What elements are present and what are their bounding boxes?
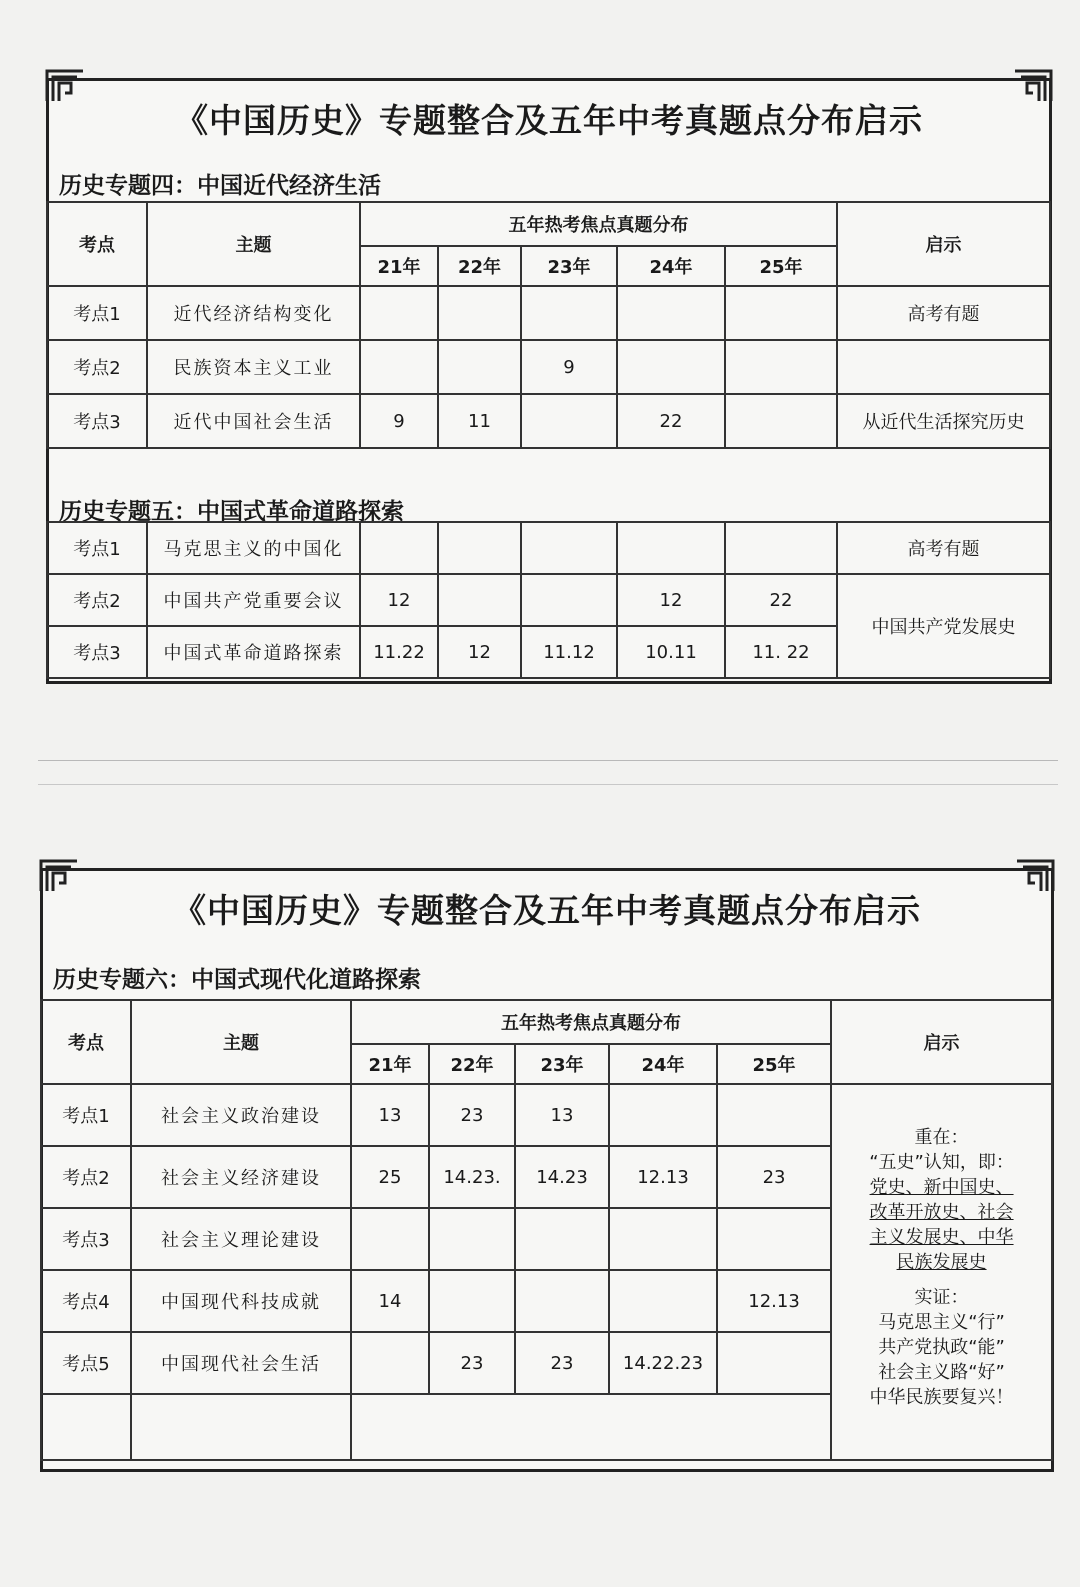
row-theme: 中国现代社会生活	[131, 1332, 351, 1394]
hint-line: 中华民族要复兴！	[869, 1386, 1014, 1408]
row-code: 考点3	[47, 626, 147, 678]
header-code: 考点	[41, 1000, 131, 1084]
row-theme: 社会主义理论建设	[131, 1208, 351, 1270]
cell-value	[521, 286, 617, 340]
table-row	[47, 286, 1050, 340]
cell-value	[429, 1270, 515, 1332]
page-divider	[38, 760, 1058, 761]
cell-value	[617, 286, 725, 340]
merged-hint: 中国共产党发展史	[837, 574, 1050, 678]
cell-value	[617, 340, 725, 394]
row-code: 考点1	[47, 286, 147, 340]
row-theme: 中国式革命道路探索	[147, 626, 360, 678]
row-code: 考点2	[41, 1146, 131, 1208]
header-theme: 主题	[147, 202, 360, 286]
cell-value: 23	[717, 1146, 831, 1208]
row-code: 考点1	[47, 522, 147, 574]
header-hint: 启示	[831, 1000, 1052, 1084]
cell-value: 12	[438, 626, 521, 678]
cell-value: 12	[617, 574, 725, 626]
table-row	[47, 522, 1050, 574]
cell-value: 11.22	[360, 626, 438, 678]
cell-value	[351, 1208, 429, 1270]
topic4-table	[46, 201, 1051, 449]
header-distribution: 五年热考焦点真题分布	[351, 1000, 831, 1044]
empty-cell	[41, 1394, 131, 1460]
hint-line: 共产党执政“能”	[878, 1336, 1005, 1358]
row-code: 考点3	[47, 394, 147, 448]
cell-value	[717, 1208, 831, 1270]
cell-value	[438, 340, 521, 394]
header-year: 23年	[515, 1044, 609, 1084]
header-year: 21年	[351, 1044, 429, 1084]
header-distribution: 五年热考焦点真题分布	[360, 202, 837, 246]
topic6-table	[40, 999, 1053, 1461]
cell-value	[725, 340, 837, 394]
cell-value: 14.23	[515, 1146, 609, 1208]
empty-cell	[131, 1394, 351, 1460]
row-theme: 社会主义经济建设	[131, 1146, 351, 1208]
header-theme: 主题	[131, 1000, 351, 1084]
cell-value	[360, 522, 438, 574]
cell-value	[725, 286, 837, 340]
cell-value	[609, 1084, 717, 1146]
cell-value	[438, 574, 521, 626]
cell-value: 14	[351, 1270, 429, 1332]
header-year: 22年	[438, 246, 521, 286]
header-year: 24年	[609, 1044, 717, 1084]
cell-value: 10.11	[617, 626, 725, 678]
row-code: 考点3	[41, 1208, 131, 1270]
cell-value	[360, 340, 438, 394]
cell-value: 11.12	[521, 626, 617, 678]
cell-value	[521, 574, 617, 626]
cell-value	[351, 1332, 429, 1394]
hint-line: “五史”认知，即：	[869, 1151, 1014, 1173]
row-theme: 近代经济结构变化	[147, 286, 360, 340]
hint-notes	[831, 1084, 1052, 1460]
row-theme: 近代中国社会生活	[147, 394, 360, 448]
topic-title: 历史专题四：中国近代经济生活	[59, 173, 381, 199]
row-code: 考点2	[47, 340, 147, 394]
cell-value: 11. 22	[725, 626, 837, 678]
row-theme: 民族资本主义工业	[147, 340, 360, 394]
row-hint: 从近代生活探究历史	[837, 394, 1050, 448]
table-sheet-top	[46, 78, 1052, 684]
cell-value	[617, 522, 725, 574]
cell-value: 12.13	[609, 1146, 717, 1208]
header-hint: 启示	[837, 202, 1050, 286]
cell-value	[521, 522, 617, 574]
page-divider	[38, 784, 1058, 785]
cell-value: 13	[351, 1084, 429, 1146]
sheet-title: 《中国历史》专题整合及五年中考真题点分布启示	[173, 891, 921, 930]
cell-value	[609, 1270, 717, 1332]
header-year: 22年	[429, 1044, 515, 1084]
hint-proof	[832, 1285, 1051, 1410]
cell-value: 12	[360, 574, 438, 626]
hint-line: 改革开放史、社会	[869, 1201, 1014, 1223]
cell-value: 22	[617, 394, 725, 448]
cell-value: 23	[429, 1332, 515, 1394]
hint-line: 社会主义路“好”	[878, 1361, 1005, 1383]
cell-value	[717, 1332, 831, 1394]
cell-value: 9	[360, 394, 438, 448]
header-code: 考点	[47, 202, 147, 286]
cell-value	[521, 394, 617, 448]
cell-value: 23	[515, 1332, 609, 1394]
row-hint: 高考有题	[837, 286, 1050, 340]
cell-value	[515, 1208, 609, 1270]
row-theme: 社会主义政治建设	[131, 1084, 351, 1146]
cell-value: 9	[521, 340, 617, 394]
cell-value	[609, 1208, 717, 1270]
header-year: 25年	[717, 1044, 831, 1084]
topic-title: 历史专题五：中国式革命道路探索	[59, 499, 404, 525]
hint-focus-label: 重在：	[914, 1126, 969, 1148]
cell-value: 22	[725, 574, 837, 626]
cell-value: 23	[429, 1084, 515, 1146]
row-hint: 高考有题	[837, 522, 1050, 574]
hint-line: 民族发展史	[896, 1251, 987, 1273]
cell-value	[360, 286, 438, 340]
cell-value	[438, 522, 521, 574]
cell-value: 14.23.	[429, 1146, 515, 1208]
cell-value	[725, 522, 837, 574]
cell-value: 11	[438, 394, 521, 448]
hint-proof-label: 实证：	[914, 1286, 969, 1308]
table-sheet-bottom	[40, 868, 1054, 1472]
topic5-table	[46, 521, 1051, 679]
sheet-title: 《中国历史》专题整合及五年中考真题点分布启示	[175, 101, 923, 140]
topic-title: 历史专题六：中国式现代化道路探索	[53, 967, 421, 993]
cell-value: 14.22.23	[609, 1332, 717, 1394]
table-row	[47, 394, 1050, 448]
table-row	[41, 1084, 1052, 1146]
header-year: 25年	[725, 246, 837, 286]
header-year: 23年	[521, 246, 617, 286]
header-year: 21年	[360, 246, 438, 286]
cell-value: 13	[515, 1084, 609, 1146]
table-row	[47, 574, 1050, 626]
row-theme: 马克思主义的中国化	[147, 522, 360, 574]
cell-value: 25	[351, 1146, 429, 1208]
cell-value	[429, 1208, 515, 1270]
row-theme: 中国现代科技成就	[131, 1270, 351, 1332]
hint-line: 马克思主义“行”	[878, 1311, 1005, 1333]
cell-value: 12.13	[717, 1270, 831, 1332]
cell-value	[438, 286, 521, 340]
empty-cell	[351, 1394, 831, 1460]
header-year: 24年	[617, 246, 725, 286]
row-theme: 中国共产党重要会议	[147, 574, 360, 626]
cell-value	[725, 394, 837, 448]
hint-line: 主义发展史、中华	[869, 1226, 1014, 1248]
row-code: 考点5	[41, 1332, 131, 1394]
row-code: 考点2	[47, 574, 147, 626]
row-code: 考点1	[41, 1084, 131, 1146]
row-code: 考点4	[41, 1270, 131, 1332]
hint-focus	[832, 1125, 1051, 1275]
table-row	[47, 340, 1050, 394]
cell-value	[717, 1084, 831, 1146]
cell-value	[515, 1270, 609, 1332]
hint-line: 党史、新中国史、	[869, 1176, 1014, 1198]
row-hint	[837, 340, 1050, 394]
